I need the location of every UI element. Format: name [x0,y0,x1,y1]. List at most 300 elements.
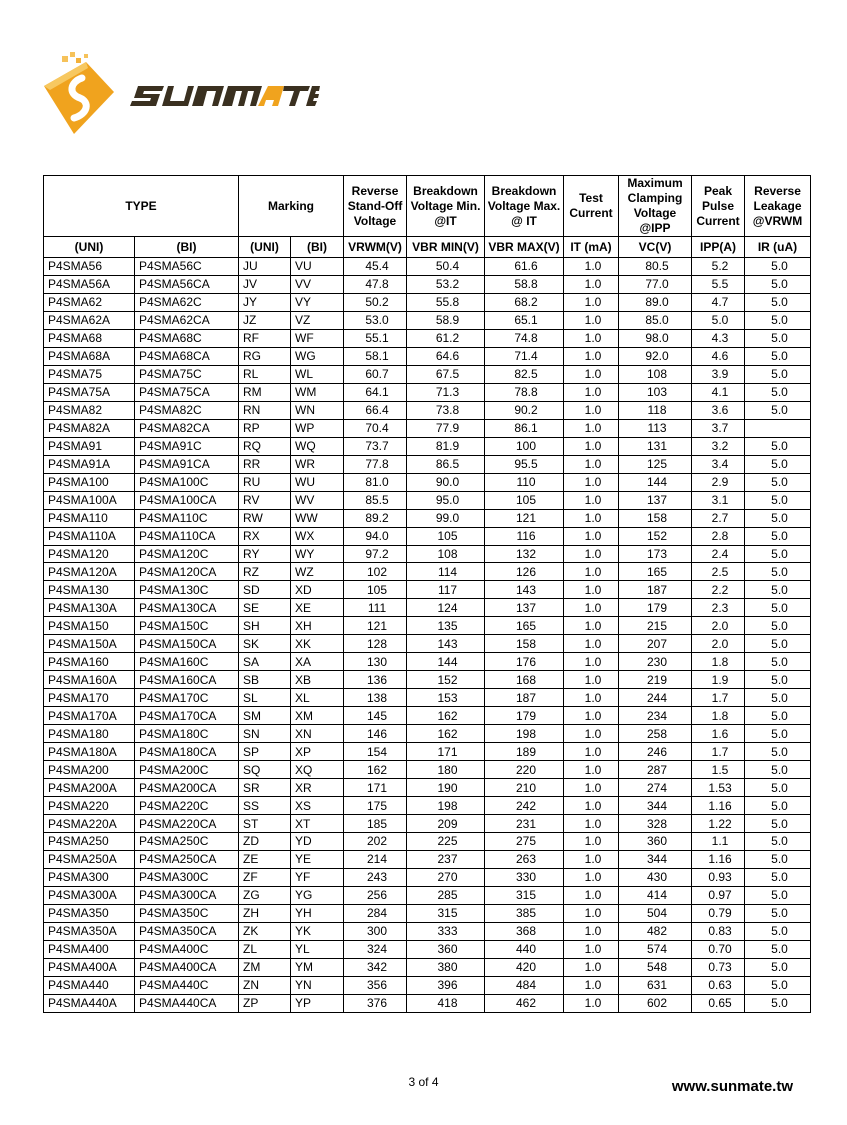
cell-vbr-max: 275 [485,833,564,851]
cell-ipp: 4.1 [692,383,745,401]
table-row [44,491,811,509]
cell-type-uni: P4SMA82 [44,401,135,419]
cell-vbr-min: 105 [407,527,485,545]
cell-marking-uni: RL [239,365,291,383]
table-row [44,347,811,365]
cell-type-uni: P4SMA440A [44,994,135,1012]
cell-it: 1.0 [564,401,619,419]
cell-ir: 5.0 [745,258,811,276]
cell-vrwm: 130 [344,653,407,671]
cell-type-bi: P4SMA160C [135,653,239,671]
cell-marking-bi: YF [291,868,344,886]
cell-type-uni: P4SMA160A [44,671,135,689]
cell-ir: 5.0 [745,275,811,293]
cell-vbr-max: 210 [485,779,564,797]
cell-marking-uni: RM [239,383,291,401]
cell-vrwm: 53.0 [344,311,407,329]
cell-vbr-max: 68.2 [485,293,564,311]
cell-marking-uni: SN [239,725,291,743]
cell-type-uni: P4SMA400A [44,958,135,976]
cell-marking-bi: YG [291,886,344,904]
cell-type-bi: P4SMA56C [135,258,239,276]
cell-type-bi: P4SMA220CA [135,815,239,833]
cell-marking-uni: RF [239,329,291,347]
cell-vc: 430 [619,868,692,886]
cell-marking-uni: RP [239,419,291,437]
cell-vbr-min: 64.6 [407,347,485,365]
cell-type-uni: P4SMA350 [44,904,135,922]
website-url: www.sunmate.tw [671,1078,793,1095]
cell-ipp: 0.83 [692,922,745,940]
cell-marking-bi: XP [291,743,344,761]
cell-vbr-max: 100 [485,437,564,455]
cell-vrwm: 66.4 [344,401,407,419]
sub-vc: VC(V) [619,237,692,258]
cell-type-bi: P4SMA300CA [135,886,239,904]
cell-marking-bi: XK [291,635,344,653]
cell-vbr-min: 67.5 [407,365,485,383]
cell-vbr-max: 220 [485,761,564,779]
cell-type-bi: P4SMA62C [135,293,239,311]
cell-it: 1.0 [564,958,619,976]
table-row [44,635,811,653]
cell-type-bi: P4SMA220C [135,797,239,815]
table-row [44,581,811,599]
cell-vbr-max: 82.5 [485,365,564,383]
cell-marking-uni: SA [239,653,291,671]
cell-ipp: 2.2 [692,581,745,599]
cell-vrwm: 356 [344,976,407,994]
cell-ipp: 0.63 [692,976,745,994]
cell-ir: 5.0 [745,761,811,779]
cell-marking-bi: WG [291,347,344,365]
sunmate-logo [40,48,320,140]
cell-it: 1.0 [564,491,619,509]
cell-it: 1.0 [564,725,619,743]
cell-marking-bi: XQ [291,761,344,779]
cell-vbr-min: 50.4 [407,258,485,276]
cell-ipp: 3.7 [692,419,745,437]
cell-vrwm: 73.7 [344,437,407,455]
cell-marking-uni: SP [239,743,291,761]
cell-vbr-min: 73.8 [407,401,485,419]
cell-vrwm: 121 [344,617,407,635]
cell-vbr-max: 315 [485,886,564,904]
cell-ir: 5.0 [745,994,811,1012]
cell-type-uni: P4SMA75A [44,383,135,401]
cell-it: 1.0 [564,886,619,904]
cell-it: 1.0 [564,365,619,383]
header-bd-min: Breakdown Voltage Min. @IT [407,176,485,237]
cell-vbr-min: 209 [407,815,485,833]
cell-vbr-max: 110 [485,473,564,491]
cell-ir: 5.0 [745,347,811,365]
cell-it: 1.0 [564,293,619,311]
cell-ir: 5.0 [745,725,811,743]
cell-it: 1.0 [564,545,619,563]
cell-marking-bi: XR [291,779,344,797]
cell-ir: 5.0 [745,491,811,509]
cell-it: 1.0 [564,581,619,599]
cell-type-bi: P4SMA150C [135,617,239,635]
sub-bi: (BI) [135,237,239,258]
cell-vrwm: 284 [344,904,407,922]
cell-ipp: 5.0 [692,311,745,329]
cell-vbr-max: 95.5 [485,455,564,473]
table-row [44,904,811,922]
cell-vc: 179 [619,599,692,617]
cell-type-bi: P4SMA91C [135,437,239,455]
cell-vbr-max: 137 [485,599,564,617]
cell-marking-uni: ZP [239,994,291,1012]
cell-vbr-max: 105 [485,491,564,509]
cell-it: 1.0 [564,437,619,455]
cell-ir: 5.0 [745,689,811,707]
cell-marking-bi: VY [291,293,344,311]
cell-vrwm: 77.8 [344,455,407,473]
cell-type-bi: P4SMA100CA [135,491,239,509]
cell-vc: 274 [619,779,692,797]
cell-marking-uni: RN [239,401,291,419]
cell-vrwm: 55.1 [344,329,407,347]
cell-vrwm: 146 [344,725,407,743]
cell-vc: 207 [619,635,692,653]
cell-marking-uni: ZL [239,940,291,958]
table-row [44,473,811,491]
cell-vc: 89.0 [619,293,692,311]
cell-marking-uni: SE [239,599,291,617]
cell-ir: 5.0 [745,815,811,833]
cell-vrwm: 300 [344,922,407,940]
cell-vbr-max: 86.1 [485,419,564,437]
cell-type-bi: P4SMA150CA [135,635,239,653]
table-row [44,761,811,779]
table-row [44,275,811,293]
cell-marking-uni: RU [239,473,291,491]
table-row [44,797,811,815]
table-row [44,815,811,833]
cell-type-bi: P4SMA110C [135,509,239,527]
cell-vrwm: 376 [344,994,407,1012]
cell-type-bi: P4SMA200C [135,761,239,779]
cell-type-uni: P4SMA130A [44,599,135,617]
cell-type-bi: P4SMA56CA [135,275,239,293]
sub-vbr-max: VBR MAX(V) [485,237,564,258]
cell-vrwm: 50.2 [344,293,407,311]
cell-it: 1.0 [564,940,619,958]
cell-ir: 5.0 [745,635,811,653]
cell-marking-uni: ZD [239,833,291,851]
cell-vc: 244 [619,689,692,707]
cell-vbr-max: 187 [485,689,564,707]
cell-type-bi: P4SMA250CA [135,850,239,868]
cell-ipp: 0.65 [692,994,745,1012]
cell-ipp: 2.8 [692,527,745,545]
cell-vbr-max: 189 [485,743,564,761]
cell-marking-bi: WZ [291,563,344,581]
cell-ir: 5.0 [745,922,811,940]
header-clamp: Maximum Clamping Voltage @IPP [619,176,692,237]
cell-ir: 5.0 [745,455,811,473]
cell-ipp: 1.8 [692,653,745,671]
cell-marking-bi: WY [291,545,344,563]
cell-it: 1.0 [564,779,619,797]
cell-marking-uni: ZK [239,922,291,940]
cell-vbr-max: 484 [485,976,564,994]
cell-vc: 344 [619,797,692,815]
cell-type-uni: P4SMA170 [44,689,135,707]
cell-it: 1.0 [564,527,619,545]
cell-type-uni: P4SMA82A [44,419,135,437]
table-row [44,617,811,635]
cell-vbr-min: 108 [407,545,485,563]
cell-vbr-max: 165 [485,617,564,635]
cell-vbr-max: 462 [485,994,564,1012]
cell-it: 1.0 [564,850,619,868]
cell-it: 1.0 [564,904,619,922]
cell-vbr-max: 231 [485,815,564,833]
cell-type-uni: P4SMA170A [44,707,135,725]
cell-it: 1.0 [564,473,619,491]
cell-vbr-max: 71.4 [485,347,564,365]
header-leak: Reverse Leakage @VRWM [745,176,811,237]
cell-type-bi: P4SMA130CA [135,599,239,617]
cell-vrwm: 128 [344,635,407,653]
cell-marking-uni: SQ [239,761,291,779]
cell-vrwm: 136 [344,671,407,689]
cell-vbr-max: 168 [485,671,564,689]
table-row [44,653,811,671]
cell-vrwm: 85.5 [344,491,407,509]
cell-type-bi: P4SMA82CA [135,419,239,437]
table-row [44,383,811,401]
cell-it: 1.0 [564,994,619,1012]
cell-type-bi: P4SMA130C [135,581,239,599]
cell-ir: 5.0 [745,743,811,761]
cell-vrwm: 145 [344,707,407,725]
cell-ir: 5.0 [745,779,811,797]
cell-type-bi: P4SMA250C [135,833,239,851]
cell-marking-bi: XB [291,671,344,689]
cell-ipp: 1.16 [692,850,745,868]
cell-ir [745,419,811,437]
cell-vrwm: 111 [344,599,407,617]
table-row [44,886,811,904]
cell-it: 1.0 [564,509,619,527]
cell-ipp: 1.53 [692,779,745,797]
cell-marking-bi: WF [291,329,344,347]
cell-type-bi: P4SMA91CA [135,455,239,473]
cell-ipp: 1.5 [692,761,745,779]
cell-ipp: 2.3 [692,599,745,617]
cell-ir: 5.0 [745,581,811,599]
table-row [44,401,811,419]
cell-vbr-max: 158 [485,635,564,653]
cell-ipp: 0.79 [692,904,745,922]
cell-type-uni: P4SMA180A [44,743,135,761]
cell-ir: 5.0 [745,833,811,851]
cell-type-bi: P4SMA400C [135,940,239,958]
cell-ir: 5.0 [745,599,811,617]
cell-vrwm: 70.4 [344,419,407,437]
cell-vc: 80.5 [619,258,692,276]
cell-vbr-min: 285 [407,886,485,904]
cell-ir: 5.0 [745,671,811,689]
cell-ir: 5.0 [745,473,811,491]
cell-marking-bi: XL [291,689,344,707]
cell-it: 1.0 [564,599,619,617]
cell-type-bi: P4SMA160CA [135,671,239,689]
cell-it: 1.0 [564,707,619,725]
cell-vc: 287 [619,761,692,779]
cell-ir: 5.0 [745,904,811,922]
cell-marking-bi: VV [291,275,344,293]
cell-ir: 5.0 [745,707,811,725]
cell-vrwm: 342 [344,958,407,976]
sub-vbr-min: VBR MIN(V) [407,237,485,258]
cell-vrwm: 64.1 [344,383,407,401]
cell-vc: 230 [619,653,692,671]
cell-marking-bi: WL [291,365,344,383]
cell-it: 1.0 [564,653,619,671]
cell-ipp: 3.2 [692,437,745,455]
cell-marking-bi: XH [291,617,344,635]
cell-vc: 131 [619,437,692,455]
cell-vc: 98.0 [619,329,692,347]
table-row [44,689,811,707]
cell-vrwm: 243 [344,868,407,886]
cell-vbr-max: 121 [485,509,564,527]
cell-vbr-min: 152 [407,671,485,689]
sub-vrwm: VRWM(V) [344,237,407,258]
cell-marking-uni: SH [239,617,291,635]
cell-marking-uni: RZ [239,563,291,581]
header-marking: Marking [239,176,344,237]
cell-type-uni: P4SMA180 [44,725,135,743]
cell-ir: 5.0 [745,545,811,563]
cell-vbr-min: 380 [407,958,485,976]
cell-vc: 548 [619,958,692,976]
cell-marking-bi: YD [291,833,344,851]
table-row [44,976,811,994]
cell-vbr-min: 190 [407,779,485,797]
cell-vc: 215 [619,617,692,635]
cell-vbr-min: 315 [407,904,485,922]
cell-marking-uni: ST [239,815,291,833]
cell-marking-bi: WX [291,527,344,545]
cell-marking-uni: SR [239,779,291,797]
cell-marking-uni: RV [239,491,291,509]
cell-vc: 92.0 [619,347,692,365]
cell-marking-bi: XT [291,815,344,833]
cell-type-uni: P4SMA300A [44,886,135,904]
cell-vrwm: 175 [344,797,407,815]
cell-marking-bi: WQ [291,437,344,455]
cell-vbr-max: 58.8 [485,275,564,293]
cell-marking-bi: VU [291,258,344,276]
cell-ir: 5.0 [745,293,811,311]
cell-type-uni: P4SMA200 [44,761,135,779]
cell-vc: 504 [619,904,692,922]
cell-type-uni: P4SMA130 [44,581,135,599]
table-row [44,365,811,383]
cell-it: 1.0 [564,815,619,833]
cell-ir: 5.0 [745,401,811,419]
cell-ipp: 0.70 [692,940,745,958]
cell-ir: 5.0 [745,653,811,671]
table-row [44,437,811,455]
cell-type-uni: P4SMA120A [44,563,135,581]
cell-type-bi: P4SMA62CA [135,311,239,329]
cell-vbr-min: 90.0 [407,473,485,491]
cell-ipp: 2.0 [692,617,745,635]
cell-ipp: 3.6 [692,401,745,419]
cell-it: 1.0 [564,563,619,581]
cell-vrwm: 202 [344,833,407,851]
cell-marking-bi: WU [291,473,344,491]
cell-vbr-max: 420 [485,958,564,976]
cell-ir: 5.0 [745,886,811,904]
cell-vbr-min: 99.0 [407,509,485,527]
cell-vbr-min: 117 [407,581,485,599]
cell-vc: 631 [619,976,692,994]
table-row [44,922,811,940]
cell-it: 1.0 [564,689,619,707]
table-row [44,671,811,689]
table-row [44,545,811,563]
cell-vbr-min: 418 [407,994,485,1012]
cell-vbr-min: 237 [407,850,485,868]
table-row [44,958,811,976]
cell-it: 1.0 [564,383,619,401]
cell-marking-bi: WW [291,509,344,527]
cell-marking-uni: JY [239,293,291,311]
cell-vc: 328 [619,815,692,833]
cell-ipp: 1.9 [692,671,745,689]
cell-ipp: 1.22 [692,815,745,833]
cell-it: 1.0 [564,743,619,761]
cell-ir: 5.0 [745,797,811,815]
cell-type-uni: P4SMA220 [44,797,135,815]
cell-type-bi: P4SMA180C [135,725,239,743]
table-row [44,419,811,437]
cell-type-uni: P4SMA160 [44,653,135,671]
cell-it: 1.0 [564,976,619,994]
cell-vbr-max: 440 [485,940,564,958]
cell-ipp: 1.8 [692,707,745,725]
cell-marking-uni: ZG [239,886,291,904]
cell-type-bi: P4SMA350C [135,904,239,922]
cell-vc: 246 [619,743,692,761]
cell-marking-uni: RY [239,545,291,563]
cell-type-bi: P4SMA440C [135,976,239,994]
table-row [44,258,811,276]
cell-marking-uni: ZN [239,976,291,994]
header-test: Test Current [564,176,619,237]
cell-type-uni: P4SMA250 [44,833,135,851]
cell-ipp: 1.1 [692,833,745,851]
cell-marking-bi: VZ [291,311,344,329]
cell-marking-bi: XM [291,707,344,725]
cell-type-bi: P4SMA350CA [135,922,239,940]
cell-it: 1.0 [564,833,619,851]
cell-vrwm: 47.8 [344,275,407,293]
cell-vbr-min: 81.9 [407,437,485,455]
cell-vbr-min: 144 [407,653,485,671]
cell-ipp: 0.73 [692,958,745,976]
logo-wordmark [130,86,320,106]
header-bd-max: Breakdown Voltage Max. @ IT [485,176,564,237]
